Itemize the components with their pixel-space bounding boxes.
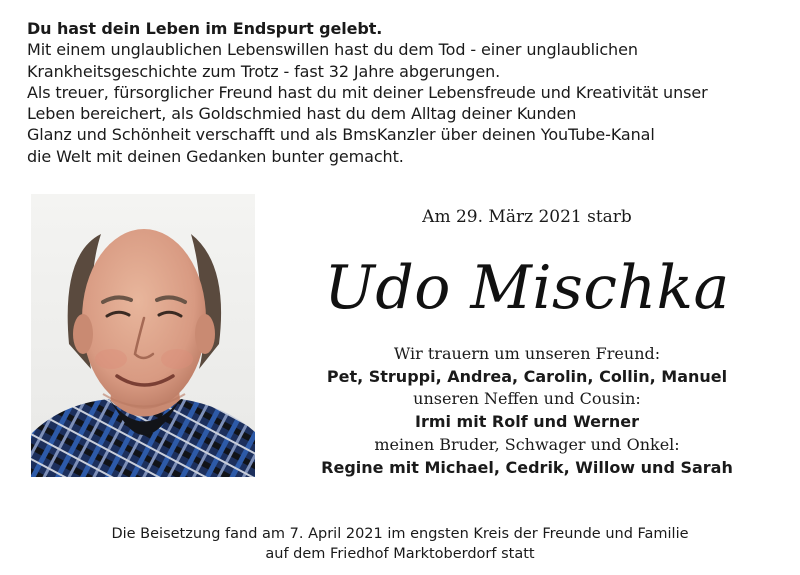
intro-headline: Du hast dein Leben im Endspurt gelebt. [27,19,383,38]
intro-line: Leben bereichert, als Goldschmied hast du dem Alltag deiner Kunden [27,104,577,124]
intro-line: die Welt mit deinen Gedanken bunter gemacht. [27,146,404,166]
mourners-nephew-family: Irmi mit Rolf und Werner [414,412,640,432]
portrait-photo [31,194,255,477]
mourners-brother-family: Regine mit Michael, Cedrik, Willow und Sarah [321,457,733,477]
intro-line: Glanz und Schönheit verschafft und als BmsKanzler über deinen YouTube-Kanal [27,125,655,145]
portrait-illustration [31,194,255,477]
funeral-line: Die Beisetzung fand am 7. April 2021 im engsten Kreis der Freunde und Familie [111,526,689,542]
intro-text [27,18,787,167]
mourners-nephew-label: unseren Neffen und Cousin: [413,389,641,409]
intro-line: Als treuer, fürsorglicher Freund hast du mit deiner Lebensfreude und Kreativität unser [27,82,708,102]
mourners-friends: Pet, Struppi, Andrea, Carolin, Collin, Manuel [326,366,728,386]
funeral-notice [0,524,800,564]
intro-line: Krankheitsgeschichte zum Trotz - fast 32 Jahre abgerungen. [27,61,501,81]
mourners-list [262,343,792,479]
mourners-brother-label: meinen Bruder, Schwager und Onkel: [374,434,680,454]
death-date-line: Am 29. März 2021 starb [422,207,632,227]
deceased-name: Udo Mischka [324,253,730,323]
mourners-intro: Wir trauern um unseren Freund: [393,344,661,363]
funeral-line: auf dem Friedhof Marktoberdorf statt [265,546,535,562]
intro-line: Mit einem unglaublichen Lebenswillen hast du dem Tod - einer unglaublichen [27,40,638,60]
